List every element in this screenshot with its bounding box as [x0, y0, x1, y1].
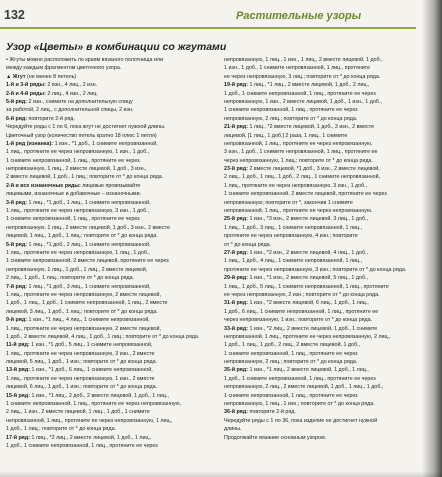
- row-text: непровязанную, 2 лиц., 2 вместе лицевой, 1 доб., 1 лиц., 1 доб.,: [224, 384, 384, 391]
- text-line: [6, 56, 220, 64]
- row-text: 1 лиц., *1 доб., 3 лиц., 1 снимите непровязанной,: [27, 283, 151, 290]
- text-line: [6, 366, 220, 374]
- row-text: непровязанную, 1 изн., 2 вместе лицевой, 1 доб., 1 изн., 1 доб.,: [224, 98, 382, 105]
- row-label: 3-й ряд:: [6, 199, 28, 206]
- row-text: 1 лиц., 1 доб., 3 лиц., 1 снимите непровязанной, 1 лиц.,: [224, 224, 363, 231]
- row-text: лицевой, [1 лиц., 1 доб.] 2 раза, 1 лиц., 1 снимите: [224, 132, 348, 139]
- row-text: Чередуйте ряды с 1 по 36, пока изделие не достигнет нужной: [224, 417, 378, 424]
- row-text: непровязанную; повторите от *, закончив 1 снимите: [224, 199, 353, 206]
- row-text: 1 изн., *1 лиц., 2 вместе лицевой, 1 доб., 1 лиц.,: [247, 367, 369, 374]
- row-text: 1 изн., *2 лиц., 2 вместе лицевой, 1 доб., 1 снимите: [247, 325, 378, 332]
- row-text: 1 изн., 1 доб., 1 снимите непровязанной, 1 лиц., протяните: [224, 65, 371, 72]
- right-column: [224, 56, 429, 473]
- binding-shadow: [422, 0, 442, 477]
- row-text: 1 изн., *1 доб., 5 лиц., 1 снимите непровязанной,: [29, 342, 153, 349]
- row-text: 2 изн., 4 лиц., 2 изн.: [45, 82, 98, 89]
- text-line: [224, 157, 429, 165]
- row-text: 1 лиц., 1 доб., 5 лиц., 1 снимите непровязанной, 1 лиц., протяните: [224, 283, 389, 290]
- row-text: 1 снимите непровязанной, 1 лиц., протяните ее через: [224, 107, 358, 114]
- text-line: [224, 350, 429, 358]
- text-line: [224, 190, 429, 198]
- row-label: 5-й ряд:: [6, 98, 28, 105]
- text-line: [6, 358, 220, 366]
- text-line: [224, 283, 429, 291]
- row-label: 36-й ряд:: [224, 409, 248, 416]
- text-line: [6, 157, 220, 165]
- row-text: ее через непровязанную, 3 лиц.; повторите от * до конца ряда.: [224, 73, 381, 80]
- row-text: 1 лиц., протяните ее через непровязанную, 1 лиц., 1 доб.,: [6, 249, 150, 256]
- text-line: [6, 90, 220, 98]
- text-line: [224, 215, 429, 223]
- row-text: 1 изн., *1 изн., 2 вместе лицевой, 5 лиц., 1 доб.,: [247, 275, 368, 282]
- text-line: [224, 207, 429, 215]
- row-text: 1 изн., *1 лиц., 2 доб., 2 вместе лицевой, 1 доб., 1 лиц.,: [29, 392, 169, 399]
- row-text: 1 снимите непровязанной, 2 вместе лицевой, протяните ее через: [6, 258, 169, 265]
- text-line: [6, 316, 220, 324]
- section-title: Растительные узоры: [236, 10, 362, 22]
- row-text: 1 лиц., протяните ее через непровязанную, 1 изн., 2 вместе: [6, 375, 155, 382]
- text-line: [224, 115, 429, 123]
- row-text: 1 доб., 6 лиц., 1 снимите непровязанной, 1 лиц., протяните ее: [224, 308, 379, 315]
- text-line: [224, 257, 429, 265]
- row-label: 27-й ряд:: [224, 249, 248, 256]
- row-text: 1 изн., *3 изн., 2 вместе лицевой, 3 лиц., 1 доб.,: [247, 216, 368, 223]
- text-line: [224, 266, 429, 274]
- row-text: между каждым фрагментом цветочного узора.: [6, 65, 122, 72]
- row-text: повторите 2-й ряд.: [27, 115, 75, 122]
- text-line: [6, 325, 220, 333]
- row-label: 15-й ряд:: [6, 392, 30, 399]
- row-text: 1 лиц., протяните ее через непровязанную, 2 вместе лицевой,: [6, 325, 161, 332]
- text-line: [6, 249, 220, 257]
- text-line: [224, 434, 429, 442]
- row-text: 2 лиц., 1 доб., 1 лиц.; повторите от * до конца ряда.: [6, 275, 135, 282]
- text-line: [6, 341, 220, 349]
- text-line: [6, 442, 220, 450]
- text-line: [224, 291, 429, 299]
- text-line: [224, 64, 429, 72]
- row-label: 19-й ряд:: [224, 82, 248, 89]
- row-text: лицевой, 1 лиц., 1 доб., 1 лиц.; повторите от * до конца ряда.: [6, 233, 158, 240]
- text-line: [224, 148, 429, 156]
- row-text: Чередуйте ряды с 1 по 6, пока жгут не достигнет нужной длины.: [6, 124, 166, 131]
- text-line: [6, 132, 220, 140]
- text-line: [6, 106, 220, 114]
- row-text: 2 вместе лицевой, 1 доб., 1 лиц.; повторите от * до конца ряда.: [6, 174, 164, 181]
- row-text: 1 доб., 1 снимите непровязанной, 1 лиц., протяните ее через: [6, 442, 158, 449]
- text-line: [6, 266, 220, 274]
- text-line: [224, 106, 429, 114]
- text-line: [6, 417, 220, 425]
- row-text: 1 доб., 1 лиц., 1 доб., 2 лиц., 2 вместе лицевой, 1 доб.,: [224, 342, 361, 349]
- text-line: [6, 257, 220, 265]
- text-line: [224, 140, 429, 148]
- row-text: 1 доб., 1 лиц., 1 доб., 1 снимите непровязанной, 1 лиц., 2 вместе: [6, 300, 168, 307]
- text-line: [224, 132, 429, 140]
- row-text: 1 лиц., *1 лиц., 2 вместе лицевой, 1 доб., 2 лиц.,: [247, 82, 370, 89]
- text-line: [6, 333, 220, 341]
- text-line: [224, 73, 429, 81]
- row-text: от * до конца ряда.: [224, 241, 272, 248]
- text-line: [224, 232, 429, 240]
- row-text: непровязанную, 1 лиц., 2 вместе лицевой, 1 доб., 3 изн.,: [6, 166, 147, 173]
- text-line: [6, 383, 220, 391]
- text-line: [224, 274, 429, 282]
- bottom-shadow: [0, 471, 442, 477]
- row-text: протяните ее через непровязанную, 3 изн.; повторите от * до конца ряда.: [224, 266, 407, 273]
- text-line: [224, 199, 429, 207]
- text-line: [224, 375, 429, 383]
- row-text: 1 изн., *2 изн., 2 вместе лицевой, 4 лиц., 1 доб.,: [247, 249, 368, 256]
- row-text: 1 лиц., *1 доб., 1 лиц., 1 снимите непровязанной,: [27, 199, 151, 206]
- text-line: [6, 165, 220, 173]
- row-label: ▲ Жгут: [6, 73, 26, 80]
- text-line: [6, 241, 220, 249]
- text-line: [6, 434, 220, 442]
- text-line: [6, 73, 220, 81]
- text-line: [6, 400, 220, 408]
- row-text: (не менее 8 петель): [25, 73, 77, 80]
- header-rule: [0, 27, 416, 29]
- text-line: [6, 207, 220, 215]
- row-label: 25-й ряд:: [224, 216, 248, 223]
- row-text: 1 изн., *1 доб., 6 лиц., 1 снимите непровязанной,: [29, 367, 153, 374]
- row-text: 1 лиц., 1 доб., 4 лиц., 1 снимите непровязанной, 1 лиц.,: [224, 258, 363, 265]
- page-number: 132: [4, 8, 25, 22]
- row-text: 1 доб., 1 снимите непровязанной, 1 лиц., протяните ее через: [224, 375, 376, 382]
- row-text: 2 лиц., 4 изн., 2 лиц.: [45, 90, 98, 97]
- row-label: 1-й и 3-й ряды:: [6, 82, 46, 89]
- row-label: 9-й ряд:: [6, 317, 28, 324]
- row-label: 33-й ряд:: [224, 325, 248, 332]
- text-line: [224, 425, 429, 433]
- left-column: [6, 56, 220, 473]
- row-text: 2 изн., снимите на дополнительную спицу: [27, 98, 133, 105]
- pattern-title: Узор «Цветы» в комбинации со жгутами: [6, 41, 227, 53]
- text-line: [6, 173, 220, 181]
- row-label: 5-й ряд:: [6, 241, 28, 248]
- text-line: [6, 148, 220, 156]
- row-text: 2 лиц., 1 изн., 2 вместе лицевой, 1 лиц., 1 доб., 1 снимите: [6, 409, 150, 416]
- text-line: [6, 274, 220, 282]
- row-text: 1 снимите непровязанной, 1 лиц., протяните ее через: [224, 350, 358, 357]
- row-text: непровязанную, 2 лиц.; повторите от * до конца ряда.: [224, 115, 358, 122]
- row-text: непровязанную, 1 лиц., 1 изн., 1 лиц., 2 вместе лицевой, 1 доб.,: [224, 57, 383, 63]
- text-line: [6, 299, 220, 307]
- row-text: за работой, 2 лиц., с дополнительной спицы, 2 изн.: [6, 107, 134, 114]
- row-text: протяните ее через непровязанную, 4 изн.; повторите: [224, 233, 358, 240]
- text-line: [224, 341, 429, 349]
- text-line: [224, 366, 429, 374]
- text-line: [224, 241, 429, 249]
- text-line: [224, 56, 429, 64]
- row-text: лицевой, 3 лиц., 1 доб., 1 лиц.; повторите от * до конца ряда.: [6, 308, 158, 315]
- text-line: [6, 308, 220, 316]
- row-label: 1-й ряд (изнанка):: [6, 140, 54, 147]
- text-line: [224, 408, 429, 416]
- row-text: 1 снимите непровязанной, 2 вместе лицевой, протяните ее через: [224, 191, 387, 198]
- row-label: 2-й и 4-й ряды:: [6, 90, 46, 97]
- row-text: 1 лиц., протяните ее через непровязанную, 3 изн., 1 доб.,: [224, 182, 368, 189]
- text-line: [224, 383, 429, 391]
- text-line: [224, 333, 429, 341]
- text-line: [224, 249, 429, 257]
- row-label: 17-й ряд:: [6, 434, 30, 441]
- row-label: 21-й ряд:: [224, 124, 248, 131]
- row-text: • Жгуты можно расположить по краям вязаного полотнища или: [6, 57, 164, 63]
- text-line: [224, 165, 429, 173]
- row-text: повторите 2-й ряд.: [247, 409, 296, 416]
- text-line: [6, 392, 220, 400]
- row-text: 1 лиц., *1 доб., 2 лиц., 1 снимите непровязанной,: [27, 241, 151, 248]
- text-line: [6, 232, 220, 240]
- row-text: Продолжайте вязание основным узором.: [224, 434, 327, 441]
- row-text: непровязанной, 1 лиц., протяните ее через непровязанную, 2 лиц.,: [224, 333, 391, 340]
- row-text: лицевыми, изнаночные и добавочные – изнаночными.: [6, 191, 142, 198]
- text-line: [6, 123, 220, 131]
- row-text: непровязанной, 1 лиц., протяните ее через непровязанную,: [224, 140, 373, 147]
- text-line: [224, 182, 429, 190]
- row-text: непровязанную, 1 лиц., 2 вместе лицевой, 1 доб., 3 изн., 2 вместе: [6, 224, 170, 231]
- row-text: лицевые провязывайте: [80, 182, 141, 189]
- row-label: 11-й ряд:: [6, 342, 30, 349]
- row-text: 1 изн., *2 вместе лицевой, 6 лиц., 1 доб., 1 лиц.,: [247, 300, 369, 307]
- text-line: [224, 417, 429, 425]
- row-text: через непровязанную, 1 изн.; повторите от * до конца ряда.: [224, 317, 373, 324]
- text-line: [224, 81, 429, 89]
- row-label: 6-й ряд:: [6, 115, 28, 122]
- row-text: непровязанной, 1 лиц., протяните ее через непровязанную.: [224, 208, 373, 215]
- row-text: лицевой, 5 лиц., 1 доб., 1 изн.; повторите от * до конца ряда.: [6, 359, 158, 366]
- text-line: [6, 190, 220, 198]
- row-text: 2 вместе лицевой, *1 доб., 3 изн., 2 вместе лицевой,: [247, 166, 380, 173]
- row-text: непровязанную, 1 лиц., 1 доб., 1 лиц., 2 вместе лицевой,: [6, 266, 148, 273]
- row-text: 1 лиц., *2 вместе лицевой, 1 доб., 3 изн., 2 вместе: [247, 124, 375, 131]
- text-line: [6, 375, 220, 383]
- row-label: 7-й ряд:: [6, 283, 28, 290]
- row-text: лицевой, 6 лиц., 1 доб., 1 изн.; повторите от * до конца ряда.: [6, 384, 158, 391]
- text-line: [6, 98, 220, 106]
- row-text: 1 доб., 2 вместе лицевой, 4 лиц., 1 доб., 1 лиц.; повторите от * до конца ряда.: [6, 333, 200, 340]
- text-line: [224, 400, 429, 408]
- page-header: [0, 0, 442, 30]
- text-line: [224, 98, 429, 106]
- text-line: [6, 425, 220, 433]
- row-label: 2-й и все изнаночные ряды:: [6, 182, 81, 189]
- text-line: [6, 115, 220, 123]
- row-text: 1 лиц., *2 лиц., 2 вместе лицевой, 1 доб., 1 лиц.,: [29, 434, 152, 441]
- row-text: через непровязанную, 1 лиц.; повторите от * до конца ряда.: [224, 157, 373, 164]
- row-text: 1 изн., *1 лиц., 4 лиц., 1 снимите непровязанной,: [27, 317, 150, 324]
- row-text: длины.: [224, 426, 242, 433]
- text-line: [224, 90, 429, 98]
- text-line: [6, 140, 220, 148]
- text-line: [6, 215, 220, 223]
- text-line: [6, 283, 220, 291]
- text-line: [224, 224, 429, 232]
- text-line: [6, 199, 220, 207]
- row-text: 3 изн., 1 доб., 1 снимите непровязанной, 1 лиц., протяните ее: [224, 149, 378, 156]
- row-text: 1 изн., *1 доб., 1 снимите непровязанной,: [53, 140, 158, 147]
- text-line: [224, 308, 429, 316]
- text-line: [6, 81, 220, 89]
- text-line: [224, 325, 429, 333]
- row-text: 1 доб., 1 снимите непровязанной, 1 лиц., протяните ее через: [224, 90, 376, 97]
- row-text: 1 доб., 1 лиц.; повторите от * до конца ряда.: [6, 426, 117, 433]
- row-text: Цветочный узор (количество петель кратно 18 плюс 1 петля): [6, 132, 157, 139]
- text-line: [224, 358, 429, 366]
- row-label: 35-й ряд:: [224, 367, 248, 374]
- row-text: 1 снимите непровязанной, 1 лиц., протяните ее через: [6, 216, 140, 223]
- row-text: непровязанной, 1 лиц., протяните ее через непровязанную, 1 лиц.,: [6, 417, 173, 424]
- row-text: непровязанную, 1 лиц., 1 изн.; повторите от * до конца ряда.: [224, 401, 375, 408]
- text-line: [6, 224, 220, 232]
- row-text: 1 лиц., протяните ее через непровязанную, 1 изн., 1 доб.,: [6, 149, 150, 156]
- row-text: непровязанную, 2 лиц.; повторите от * до конца ряда.: [224, 359, 358, 366]
- row-text: 1 лиц., протяните ее через непровязанную, 3 изн., 1 доб.,: [6, 208, 150, 215]
- row-text: 1 снимите непровязанной, 1 лиц., протяните ее через непровязанную,: [6, 401, 182, 408]
- text-line: [6, 350, 220, 358]
- text-line: [224, 392, 429, 400]
- row-text: 2 лиц., 1 доб., 1 лиц., 1 доб., 2 лиц., 1 снимите непровязанной,: [224, 174, 381, 181]
- row-text: ее через непровязанную, 2 изн.; повторите от * до конца ряда.: [224, 291, 380, 298]
- text-line: [224, 173, 429, 181]
- text-line: [224, 316, 429, 324]
- row-label: 29-й ряд:: [224, 275, 248, 282]
- row-text: 1 снимите непровязанной, 1 лиц., протяните ее через: [6, 157, 140, 164]
- text-line: [6, 408, 220, 416]
- text-line: [6, 291, 220, 299]
- text-line: [6, 64, 220, 72]
- row-label: 31-й ряд:: [224, 300, 248, 307]
- text-line: [224, 299, 429, 307]
- row-text: 1 лиц., протяните ее через непровязанную, 2 вместе лицевой,: [6, 291, 161, 298]
- text-line: [6, 182, 220, 190]
- row-text: 1 лиц., протяните ее через непровязанную, 3 изн., 2 вместе: [6, 350, 155, 357]
- text-line: [224, 123, 429, 131]
- row-text: 1 снимите непровязанной, 1 лиц., протяните ее через: [224, 392, 358, 399]
- row-label: 23-й ряд:: [224, 166, 248, 173]
- row-label: 13-й ряд:: [6, 367, 30, 374]
